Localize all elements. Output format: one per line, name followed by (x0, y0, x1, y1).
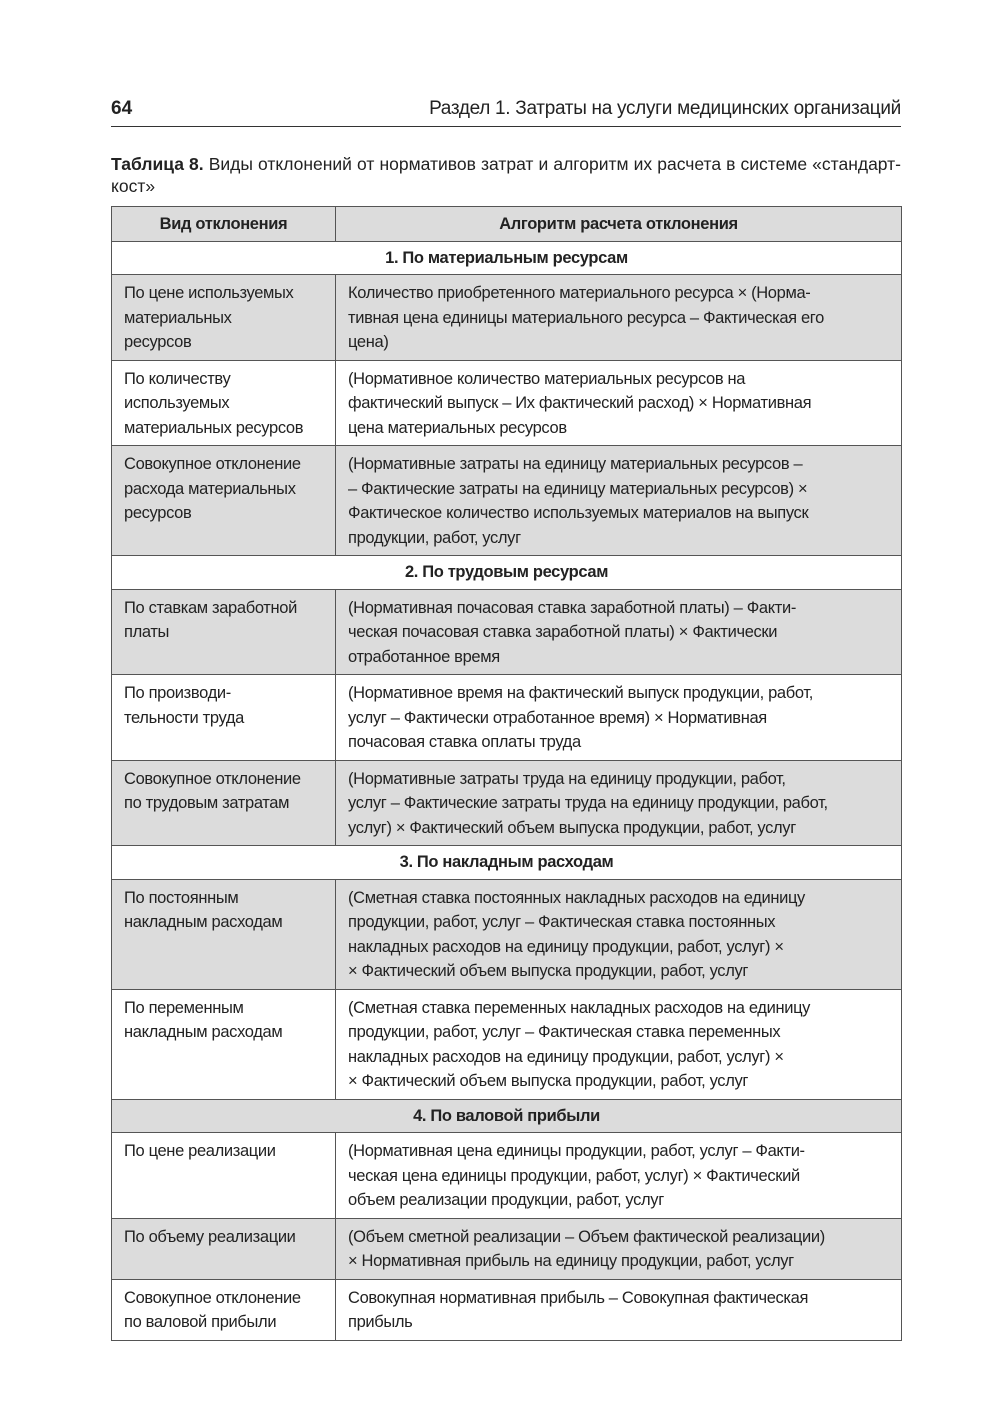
table-row (112, 589, 902, 675)
text-line: (Нормативная почасовая ставка заработной платы) – Факти- (348, 598, 797, 617)
text-line: По производи- (124, 684, 231, 702)
text-line: По количеству (124, 369, 231, 388)
text-line: × Нормативная прибыль на единицу продукции, работ, услуг (348, 1252, 794, 1270)
text-line: По переменным (124, 998, 244, 1017)
text-line: почасовая ставка оплаты труда (348, 733, 581, 751)
table-row (112, 879, 902, 989)
algorithm-cell (336, 760, 902, 846)
deviation-kind-cell (112, 1133, 336, 1219)
text-line: накладных расходов на единицу продукции, работ, услуг) × (348, 1047, 784, 1066)
text-line: (Нормативные затраты труда на единицу продукции, работ, (348, 769, 786, 788)
text-line: Фактическое количество используемых материалов на выпуск (348, 504, 809, 522)
algorithm-cell (336, 1133, 902, 1219)
text-line: (Нормативные затраты на единицу материальных ресурсов – (348, 455, 803, 473)
text-line: цена материальных ресурсов (348, 418, 567, 437)
table-row (112, 1279, 902, 1340)
text-line: тельности труда (124, 708, 244, 727)
section-title: 1. По материальным ресурсам (112, 241, 902, 275)
section-title: 2. По трудовым ресурсам (112, 556, 902, 590)
algorithm-cell (336, 989, 902, 1099)
deviation-table (111, 206, 902, 1341)
text-line: по валовой прибыли (124, 1313, 277, 1331)
table-row (112, 1133, 902, 1219)
algorithm-cell (336, 446, 902, 556)
text-line: материальных ресурсов (124, 418, 304, 437)
column-header-kind: Вид отклонения (112, 207, 336, 242)
deviation-kind-cell (112, 989, 336, 1099)
section-title: 4. По валовой прибыли (112, 1099, 902, 1133)
text-line: ресурсов (124, 504, 192, 522)
section-row (112, 241, 902, 275)
text-line: продукции, работ, услуг – Фактическая ставка постоянных (348, 913, 776, 931)
caption-text: Виды отклонений от нормативов затрат и алгоритм их расчета в системе «стандарт-кост» (111, 154, 901, 196)
text-line: ческая цена единицы продукции, работ, услуг) × Фактический (348, 1166, 800, 1185)
algorithm-cell (336, 879, 902, 989)
deviation-kind-cell (112, 1218, 336, 1279)
text-line: накладных расходов на единицу продукции, работ, услуг) × (348, 937, 784, 956)
deviation-kind-cell (112, 275, 336, 361)
table-caption (111, 153, 901, 197)
algorithm-cell (336, 675, 902, 761)
deviation-kind-cell (112, 446, 336, 556)
text-line: По цене реализации (124, 1142, 276, 1160)
running-header (111, 98, 901, 127)
section-row (112, 1099, 902, 1133)
table-row (112, 989, 902, 1099)
algorithm-cell (336, 360, 902, 446)
text-line: По ставкам заработной (124, 598, 297, 617)
text-line: по трудовым затратам (124, 794, 290, 812)
text-line: цена) (348, 333, 389, 351)
text-line: накладным расходам (124, 1023, 283, 1041)
text-line: накладным расходам (124, 913, 283, 931)
text-line: тивная цена единицы материального ресурса – Фактическая его (348, 308, 824, 327)
algorithm-cell (336, 1279, 902, 1340)
text-line: Совокупное отклонение (124, 1288, 301, 1307)
deviation-kind-cell (112, 675, 336, 761)
text-line: × Фактический объем выпуска продукции, работ, услуг (348, 962, 749, 980)
section-title: Раздел 1. Затраты на услуги медицинских организаций (429, 98, 901, 119)
column-header-algorithm: Алгоритм расчета отклонения (336, 207, 902, 242)
deviation-kind-cell (112, 360, 336, 446)
table-row (112, 675, 902, 761)
text-line: ресурсов (124, 333, 192, 351)
text-line: (Нормативное количество материальных ресурсов на (348, 369, 746, 388)
text-line: (Нормативное время на фактический выпуск продукции, работ, (348, 684, 813, 702)
text-line: отработанное время (348, 647, 500, 666)
deviation-kind-cell (112, 760, 336, 846)
caption-label: Таблица 8. (111, 154, 204, 174)
text-line: услуг – Фактические затраты труда на единицу продукции, работ, (348, 794, 828, 812)
table-row (112, 446, 902, 556)
text-line: используемых (124, 394, 230, 412)
text-line: объем реализации продукции, работ, услуг (348, 1191, 664, 1209)
text-line: (Сметная ставка постоянных накладных расходов на единицу (348, 888, 805, 907)
table-row (112, 1218, 902, 1279)
table-row (112, 360, 902, 446)
text-line: Количество приобретенного материального ресурса × (Норма- (348, 284, 811, 302)
algorithm-cell (336, 1218, 902, 1279)
section-row (112, 556, 902, 590)
deviation-kind-cell (112, 589, 336, 675)
deviation-kind-cell (112, 1279, 336, 1340)
text-line: услуг) × Фактический объем выпуска продукции, работ, услуг (348, 818, 796, 837)
page-number: 64 (111, 98, 133, 119)
table-row (112, 275, 902, 361)
text-line: фактический выпуск – Их фактический расход) × Нормативная (348, 394, 812, 412)
text-line: × Фактический объем выпуска продукции, работ, услуг (348, 1072, 749, 1090)
text-line: (Сметная ставка переменных накладных расходов на единицу (348, 998, 811, 1017)
text-line: прибыль (348, 1313, 413, 1331)
table-row (112, 760, 902, 846)
text-line: расхода материальных (124, 479, 296, 498)
text-line: продукции, работ, услуг (348, 528, 521, 547)
algorithm-cell (336, 275, 902, 361)
text-line: платы (124, 623, 170, 641)
text-line: материальных (124, 308, 232, 327)
text-line: продукции, работ, услуг – Фактическая ставка переменных (348, 1023, 781, 1041)
text-line: Совокупная нормативная прибыль – Совокупная фактическая (348, 1288, 809, 1307)
deviation-kind-cell (112, 879, 336, 989)
text-line: По постоянным (124, 888, 239, 907)
text-line: Совокупное отклонение (124, 769, 301, 788)
text-line: (Объем сметной реализации – Объем фактической реализации) (348, 1227, 825, 1246)
table-header-row (112, 207, 902, 242)
text-line: услуг – Фактически отработанное время) × Нормативная (348, 708, 767, 727)
section-row (112, 846, 902, 880)
text-line: Совокупное отклонение (124, 455, 301, 473)
text-line: ческая почасовая ставка заработной платы) × Фактически (348, 623, 778, 641)
algorithm-cell (336, 589, 902, 675)
text-line: По цене используемых (124, 284, 294, 302)
section-title: 3. По накладным расходам (112, 846, 902, 880)
text-line: – Фактические затраты на единицу материальных ресурсов) × (348, 479, 808, 498)
text-line: По объему реализации (124, 1227, 296, 1246)
text-line: (Нормативная цена единицы продукции, работ, услуг – Факти- (348, 1142, 805, 1160)
